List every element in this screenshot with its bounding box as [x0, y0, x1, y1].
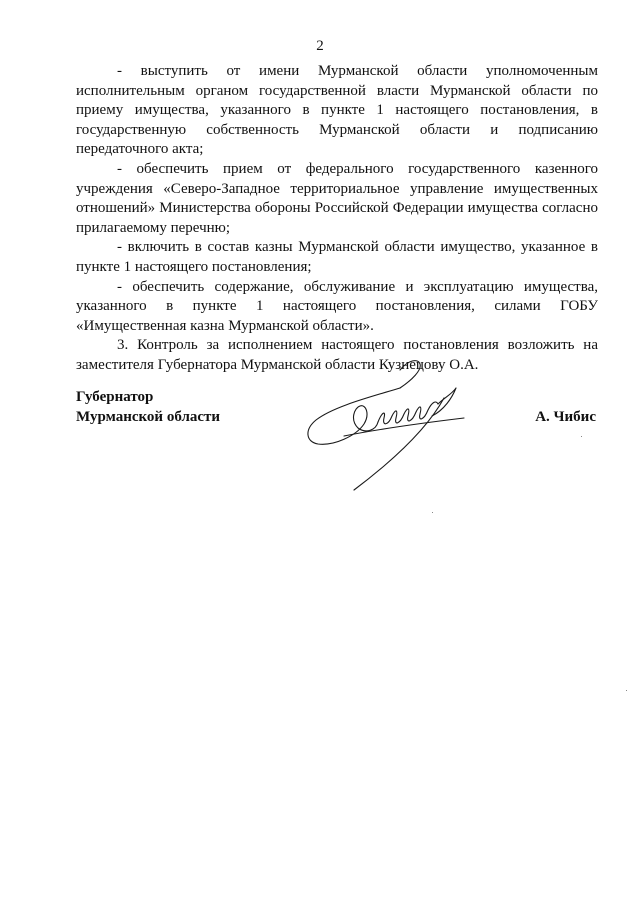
signer-name: А. Чибис — [535, 408, 596, 425]
signer-title-line2: Мурманской области — [76, 408, 221, 425]
scan-speck — [581, 436, 582, 437]
document-body — [76, 62, 598, 376]
handwritten-signature — [304, 358, 474, 498]
page-number: 2 — [316, 38, 324, 54]
paragraph-include-treasury: - включить в состав казны Мурманской области имущество, указанное в пункте 1 настоящего постановления; — [76, 239, 598, 275]
scan-speck — [432, 512, 433, 513]
paragraph-control: 3. Контроль за исполнением настоящего постановления возложить на заместителя Губернатора Мурманской области Кузнецову О.А. — [76, 337, 598, 373]
signer-title-line1: Губернатор — [76, 389, 154, 405]
paragraph-accept-property: - выступить от имени Мурманской области уполномоченным исполнительным органом государственной власти Мурманской области по приему имущества, указанного в пункте 1 настоящего постановления, в государственную собственность Мурманской области и подписанию передаточного акта; — [76, 63, 598, 158]
paragraph-ensure-reception: - обеспечить прием от федерального государственного казенного учреждения «Северо-Западное территориальное управление имущественных отношений» Министерства обороны Российской Федерации имущества согласно прилагаемому перечню; — [76, 160, 598, 236]
signature-block — [76, 388, 598, 518]
scan-speck — [626, 690, 627, 691]
paragraph-maintenance: - обеспечить содержание, обслуживание и эксплуатацию имущества, указанного в пункте 1 настоящего постановления, силами ГОБУ «Имущественная казна Мурманской области». — [76, 278, 598, 334]
signer-title — [76, 388, 220, 427]
